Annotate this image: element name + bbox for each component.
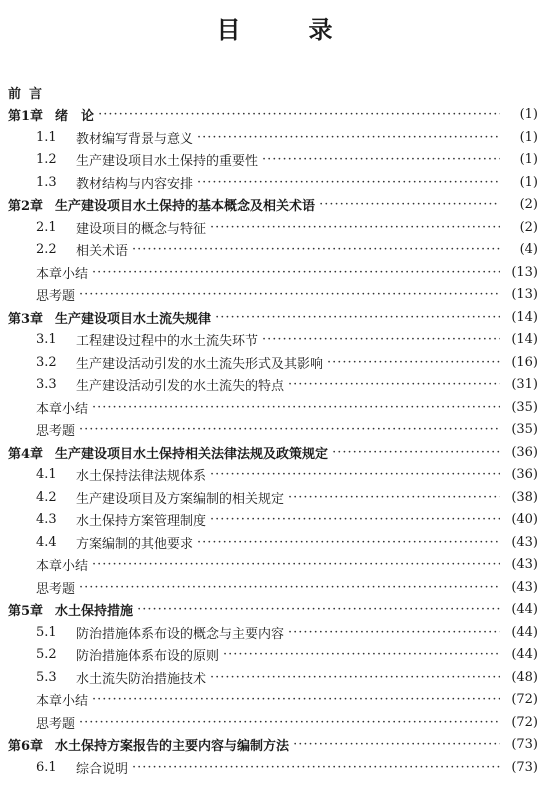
dot-leader: [262, 332, 500, 347]
toc-section-row[interactable]: [8, 621, 538, 644]
toc-section-row[interactable]: [8, 644, 538, 667]
toc-entry-title: 教材编写背景与意义: [76, 131, 194, 147]
dot-leader: [79, 422, 500, 437]
toc-entry-number: 4.2: [36, 489, 57, 505]
dot-leader: [327, 355, 500, 370]
toc-entry-number: 第6章: [8, 739, 44, 755]
dot-leader: [210, 220, 500, 235]
toc-section-row[interactable]: [8, 126, 538, 149]
dot-leader: [288, 490, 500, 505]
dot-leader: [197, 535, 500, 550]
dot-leader: [92, 557, 500, 572]
dot-leader: [197, 130, 500, 145]
dot-leader: [210, 467, 500, 482]
toc-entry-number: 3.3: [36, 377, 57, 393]
toc-page-number: (48): [511, 669, 538, 685]
dot-leader: [210, 670, 500, 685]
toc-entry-title: 防治措施体系布设的概念与主要内容: [76, 626, 285, 642]
toc-page-number: (72): [511, 714, 538, 730]
dot-leader: [223, 647, 500, 662]
dot-leader: [288, 377, 500, 392]
toc-section-row[interactable]: [8, 239, 538, 262]
dot-leader: [92, 265, 500, 280]
toc-page-number: (4): [519, 242, 538, 258]
toc-entry-title: 生产建设活动引发的水土流失的特点: [76, 379, 285, 395]
toc-entry-number: 6.1: [36, 759, 57, 775]
toc-entry-title: 水土保持措施: [55, 604, 134, 620]
dot-leader: [262, 152, 500, 167]
toc-page-number: (36): [511, 444, 538, 460]
toc-entry-title: 生产建设项目及方案编制的相关规定: [76, 491, 285, 507]
toc-entry-title: 防治措施体系布设的原则: [76, 649, 220, 665]
toc-summary-row[interactable]: [8, 419, 538, 442]
dot-leader: [79, 580, 500, 595]
dot-leader: [92, 692, 500, 707]
toc-entry-title: 思考题: [36, 424, 76, 440]
dot-leader: [319, 197, 500, 212]
toc-page-number: (36): [511, 467, 538, 483]
toc-entry-title: 思考题: [36, 289, 76, 305]
toc-page-number: (72): [511, 692, 538, 708]
toc-entry-number: 2.1: [36, 219, 57, 235]
toc-entry-title: 思考题: [36, 716, 76, 732]
toc-page-number: (16): [511, 354, 538, 370]
toc-section-row[interactable]: [8, 756, 538, 779]
toc-chapter-row[interactable]: [8, 599, 538, 622]
toc-entry-title: 本章小结: [36, 559, 89, 575]
toc-entry-title: 水土保持方案管理制度: [76, 514, 207, 530]
toc-page-number: (2): [519, 219, 538, 235]
dot-leader: [332, 445, 500, 460]
toc-entry-title: 建设项目的概念与特征: [76, 221, 207, 237]
toc-page-number: (31): [511, 377, 538, 393]
toc-page-number: (43): [511, 534, 538, 550]
toc-page-number: (43): [511, 557, 538, 573]
toc-summary-row[interactable]: [8, 689, 538, 712]
toc-section-row[interactable]: [8, 509, 538, 532]
toc-summary-row[interactable]: [8, 284, 538, 307]
toc-section-row[interactable]: [8, 464, 538, 487]
toc-entry-title: 水土保持法律法规体系: [76, 469, 207, 485]
toc-entry-number: 4.3: [36, 512, 57, 528]
toc-page-number: (73): [511, 759, 538, 775]
toc-chapter-row[interactable]: [8, 104, 538, 127]
toc-entry-title: 相关术语: [76, 244, 129, 260]
dot-leader: [98, 107, 500, 122]
page-title: 目 录: [216, 15, 355, 44]
toc-page-number: (35): [511, 422, 538, 438]
dot-leader: [293, 737, 500, 752]
toc-entry-number: 第2章: [8, 199, 44, 215]
toc-page-number: (1): [519, 174, 538, 190]
toc-entry-title: 生产建设活动引发的水土流失形式及其影响: [76, 356, 324, 372]
toc-entry-title: 生产建设项目水土流失规律: [55, 311, 212, 327]
toc-page-number: (73): [511, 737, 538, 753]
toc-entry-number: 第5章: [8, 604, 44, 620]
toc-entry-number: 4.1: [36, 467, 57, 483]
dot-leader: [79, 715, 500, 730]
toc-page-number: (1): [519, 107, 538, 123]
toc-entry-title: 本章小结: [36, 266, 89, 282]
dot-leader: [210, 512, 500, 527]
toc-entry-number: 5.2: [36, 647, 57, 663]
toc-section-row[interactable]: [8, 486, 538, 509]
toc-chapter-row[interactable]: [8, 441, 538, 464]
toc-entry-title: 本章小结: [36, 694, 89, 710]
toc-entry-title: 综合说明: [76, 761, 129, 777]
toc-entry-title: 生产建设项目水土保持的重要性: [76, 154, 259, 170]
toc-page-number: (38): [511, 489, 538, 505]
toc-page-number: (44): [511, 602, 538, 618]
toc-page-number: (1): [519, 152, 538, 168]
dot-leader: [79, 287, 500, 302]
toc-summary-row[interactable]: [8, 396, 538, 419]
dot-leader: [137, 602, 500, 617]
toc-entry-title: 教材结构与内容安排: [76, 176, 194, 192]
toc-section-row[interactable]: [8, 149, 538, 172]
toc-entry-title: 绪 论: [55, 109, 95, 125]
toc-entry-title: 本章小结: [36, 401, 89, 417]
toc-entry-title: 水土流失防治措施技术: [76, 671, 207, 687]
dot-leader: [215, 310, 500, 325]
toc-entry-number: 3.2: [36, 354, 57, 370]
toc-page-number: (14): [511, 332, 538, 348]
toc-entry-title: 工程建设过程中的水土流失环节: [76, 334, 259, 350]
toc-page-number: (14): [511, 309, 538, 325]
toc-chapter-row[interactable]: [8, 194, 538, 217]
dot-leader: [132, 760, 500, 775]
toc-page-number: (44): [511, 647, 538, 663]
dot-leader: [92, 400, 500, 415]
toc-page-number: (40): [511, 512, 538, 528]
toc-chapter-row[interactable]: [8, 306, 538, 329]
toc-section-row[interactable]: [8, 531, 538, 554]
dot-leader: [197, 175, 500, 190]
toc-summary-row[interactable]: [8, 711, 538, 734]
toc-page-number: (43): [511, 579, 538, 595]
toc-summary-row[interactable]: [8, 576, 538, 599]
table-of-contents: [8, 81, 538, 779]
toc-entry-title: 前言: [8, 86, 51, 102]
toc-page-number: (44): [511, 624, 538, 640]
toc-page-number: (2): [519, 197, 538, 213]
toc-entry-number: 5.1: [36, 624, 57, 640]
toc-section-row[interactable]: [8, 374, 538, 397]
toc-page-number: (1): [519, 129, 538, 145]
dot-leader: [288, 625, 500, 640]
toc-page-number: (35): [511, 399, 538, 415]
toc-summary-row[interactable]: [8, 261, 538, 284]
toc-page-number: (13): [511, 264, 538, 280]
toc-entry-title: 思考题: [36, 581, 76, 597]
toc-section-row[interactable]: [8, 329, 538, 352]
toc-entry-title: 生产建设项目水土保持的基本概念及相关术语: [55, 199, 316, 215]
toc-summary-row[interactable]: [8, 554, 538, 577]
toc-entry-number: 5.3: [36, 669, 57, 685]
toc-section-row[interactable]: [8, 171, 538, 194]
dot-leader: [132, 242, 500, 257]
toc-preface-row[interactable]: [8, 81, 538, 104]
toc-section-row[interactable]: [8, 216, 538, 239]
toc-entry-number: 1.3: [36, 174, 57, 190]
toc-entry-number: 4.4: [36, 534, 57, 550]
toc-entry-number: 1.1: [36, 129, 57, 145]
toc-chapter-row[interactable]: [8, 734, 538, 757]
toc-entry-number: 2.2: [36, 242, 57, 258]
toc-entry-number: 第4章: [8, 446, 44, 462]
toc-entry-title: 生产建设项目水土保持相关法律法规及政策规定: [55, 446, 329, 462]
toc-entry-number: 第3章: [8, 311, 44, 327]
toc-entry-number: 第1章: [8, 109, 44, 125]
toc-section-row[interactable]: [8, 666, 538, 689]
toc-entry-number: 3.1: [36, 332, 57, 348]
toc-page-number: (13): [511, 287, 538, 303]
toc-entry-title: 方案编制的其他要求: [76, 536, 194, 552]
toc-entry-title: 水土保持方案报告的主要内容与编制方法: [55, 739, 290, 755]
toc-entry-number: 1.2: [36, 152, 57, 168]
toc-section-row[interactable]: [8, 351, 538, 374]
